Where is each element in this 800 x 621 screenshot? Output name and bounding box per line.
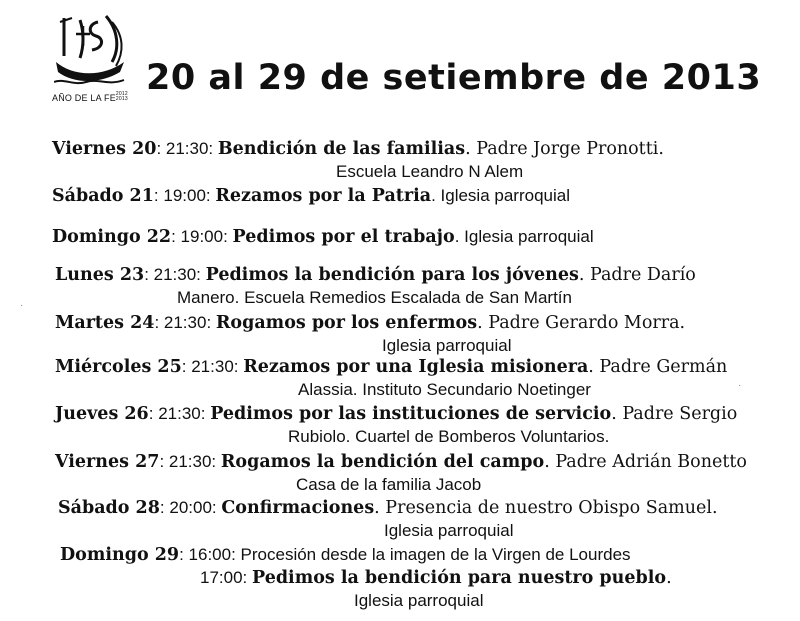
entry-time: : 21:30: (159, 452, 221, 471)
schedule-entry (55, 356, 727, 378)
entry-time: : 19:00: (153, 186, 216, 205)
entry-continuation: Iglesia parroquial (382, 336, 512, 355)
entry-day: Sábado 21 (52, 186, 154, 206)
entry-continuation: Iglesia parroquial (354, 591, 484, 610)
entry-time: : 20:00: (159, 498, 222, 517)
entry-time: : 21:30: (181, 357, 244, 376)
entry-details: . Padre Gerardo Morra. (477, 313, 686, 333)
entry-event: Rezamos por la Patria (215, 186, 432, 206)
entry-event: Rezamos por una Iglesia misionera (243, 357, 589, 377)
entry-day: Lunes 23 (55, 265, 145, 285)
schedule-entry (52, 138, 664, 160)
entry-day: Martes 24 (55, 313, 155, 333)
entry-event: Pedimos la bendición para nuestro pueblo (252, 568, 667, 588)
entry-continuation: Manero. Escuela Remedios Escalada de San Martín (177, 288, 572, 307)
entry-details: . Padre Germán (588, 357, 728, 377)
entry-continuation: Casa de la familia Jacob (296, 475, 482, 494)
entry-event: Pedimos por las instituciones de servicio (210, 404, 612, 424)
schedule-entry (60, 544, 631, 566)
entry-time: : 16:00: (179, 545, 241, 564)
entry-continuation: Iglesia parroquial (384, 521, 514, 540)
entry-day: Viernes 27 (55, 452, 160, 472)
entry-day: Miércoles 25 (55, 357, 182, 377)
entry-details: . Padre Sergio (611, 404, 738, 424)
schedule-entry (55, 403, 737, 425)
entry-time: 17:00: (200, 568, 252, 587)
entry-details: . Padre Adrián Bonetto (544, 452, 747, 472)
entry-details: . Iglesia parroquial (431, 186, 570, 205)
entry-day: Domingo 22 (52, 227, 172, 247)
schedule-entry (55, 264, 696, 286)
entry-continuation: Alassia. Instituto Secundario Noetinger (298, 380, 591, 399)
entry-time: : 21:30: (144, 265, 206, 284)
entry-day: Viernes 20 (52, 139, 157, 159)
ihs-boat-icon (54, 12, 128, 90)
scan-speck: · (20, 300, 24, 311)
entry-time: : 21:30: (156, 139, 218, 158)
entry-continuation (200, 567, 672, 589)
schedule-entry (52, 226, 594, 248)
entry-continuation: Rubiolo. Cuartel de Bomberos Voluntarios. (288, 427, 610, 446)
entry-time: : 21:30: (154, 313, 216, 332)
entry-details: . Padre Jorge Pronotti. (465, 139, 664, 159)
schedule-entry (52, 185, 570, 207)
entry-details: . Presencia de nuestro Obispo Samuel. (374, 498, 718, 518)
logo-years: 2012 2013 (115, 91, 128, 102)
entry-details: . Padre Darío (578, 265, 696, 285)
entry-event: Rogamos la bendición del campo (220, 452, 545, 472)
entry-day: Jueves 26 (55, 404, 149, 424)
entry-event: Pedimos la bendición para los jóvenes (205, 265, 579, 285)
entry-continuation: Escuela Leandro N Alem (336, 162, 524, 181)
scan-speck: · (738, 380, 742, 391)
schedule-entry (58, 497, 718, 519)
entry-event: Rogamos por los enfermos (215, 313, 478, 333)
entry-event: Pedimos por el trabajo (232, 227, 455, 247)
schedule-entry (55, 451, 747, 473)
entry-time: : 19:00: (171, 227, 233, 246)
entry-details: Procesión desde la imagen de la Virgen de Lourdes (240, 545, 631, 564)
entry-punctuation: . (666, 568, 672, 588)
logo-caption: AÑO DE LA FE2012 2013 (52, 91, 128, 103)
entry-details: . Iglesia parroquial (454, 227, 594, 246)
entry-day: Domingo 29 (60, 545, 180, 565)
entry-time: : 21:30: (148, 404, 211, 423)
schedule-entry (55, 312, 685, 334)
page-title: 20 al 29 de setiembre de 2013 (146, 58, 762, 98)
entry-event: Confirmaciones (221, 498, 375, 518)
entry-event: Bendición de las familias (217, 139, 466, 159)
entry-day: Sábado 28 (58, 498, 160, 518)
ano-de-la-fe-logo (50, 12, 132, 104)
